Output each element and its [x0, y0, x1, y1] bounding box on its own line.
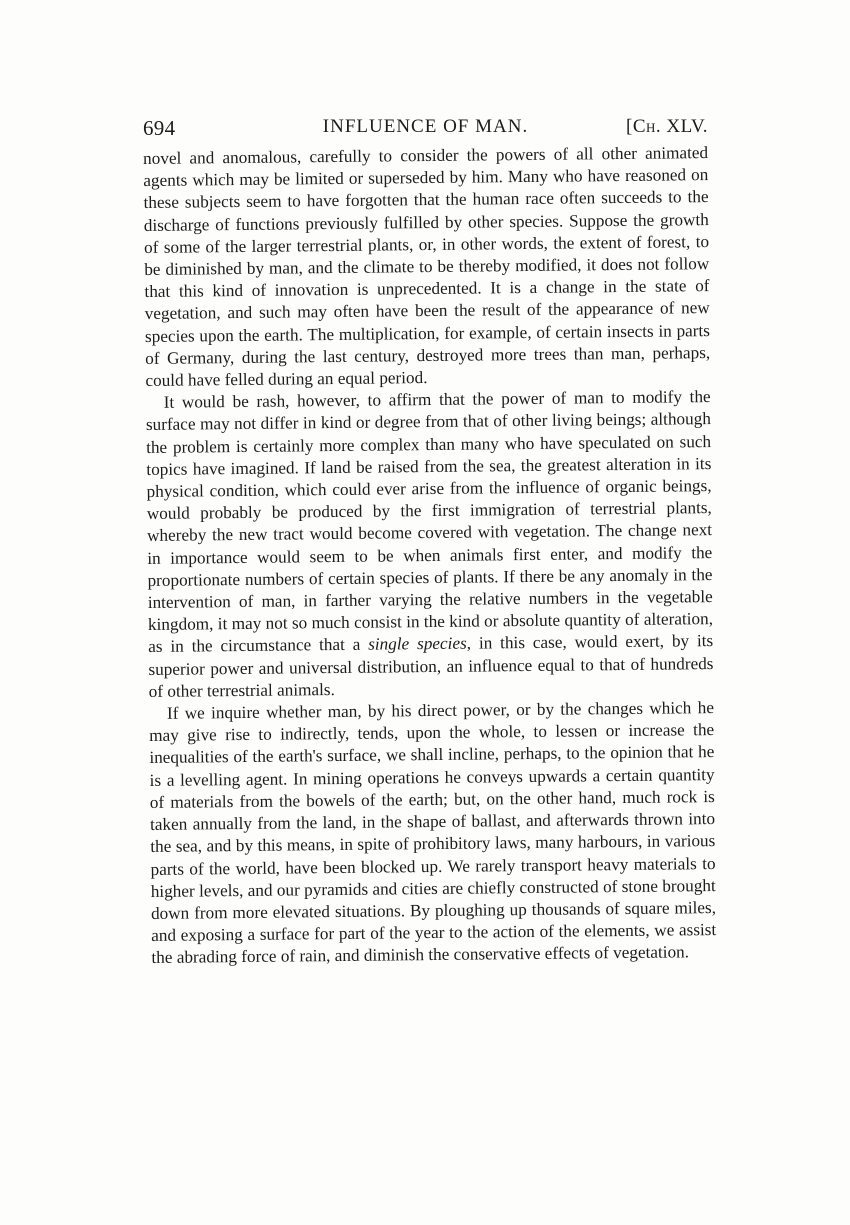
paragraph: If we inquire whether man, by his direct power, or by the changes which he may give rise to indirectly, tends, upon the whole, to lessen or increase the inequalities of the earth's surface, we shall incline, perhaps, to the opinion that he is a levelling agent. In mining operations he conveys upwards a certain quantity of materials from the bowels of the earth; but, on the other hand, much rock is taken annually from the land, in the shape of ballast, and afterwards thrown into the sea, and by this means, in spite of prohibitory laws, many harbours, in various parts of the world, have been blocked up. We rarely transport heavy materials to higher levels, and our pyramids and cities are chiefly constructed of stone brought down from more elevated situations. By ploughing up thousands of square miles, and exposing a surface for part of the year to the action of the elements, we assist the abrading force of rain, and diminish the conservative effects of vegetation. — [149, 698, 717, 968]
body-text — [143, 142, 717, 969]
paragraph-text: It would be rash, however, to affirm that the power of man to modify the surface may not differ in kind or degree from that of other living beings; although the problem is certainly more complex than many who have speculated on such topics have imagined. If land be raised from the sea, the greatest alteration in its physical condition, which could ever arise from the influence of organic beings, would probably be produced by the first immigration of terrestrial plants, whereby the new tract would become covered with vegetation. The change next in importance would seem to be when animals first enter, and modify the proportionate numbers of certain species of plants. If there be any anomaly in the intervention of man, in farther varying the relative numbers in the vegetable kingdom, it may not so much consist in the kind or absolute quantity of alteration, as in the circumstance that a — [145, 387, 714, 657]
italic-phrase: single species — [368, 634, 467, 655]
page-number: 694 — [143, 116, 176, 140]
running-title: INFLUENCE OF MAN. — [322, 116, 529, 137]
running-head — [143, 116, 708, 146]
paragraph-continued: novel and anomalous, carefully to consider the powers of all other animated agents which may be limited or superseded by him. Many who have reasoned on these subjects seem to have forgotten that the human race often succeeds to the discharge of functions previously fulfilled by other species. Suppose the growth of some of the larger terrestrial plants, or, in other words, the extent of forest, to be diminished by man, and the climate to be thereby modified, it does not follow that this kind of innovation is unprecedented. It is a change in the state of vegetation, and such may often have been the result of the appearance of new species upon the earth. The multiplication, for example, of certain insects in parts of Germany, during the last century, destroyed more trees than man, perhaps, could have felled during an equal period. — [143, 143, 711, 391]
chapter-reference: [Ch. XLV. — [626, 116, 708, 137]
paragraph-text: , in this case, would exert, by its superior power and universal distribution, an influence equal to that of hundreds of other terrestrial animals. — [148, 631, 714, 701]
paragraph — [146, 386, 714, 703]
